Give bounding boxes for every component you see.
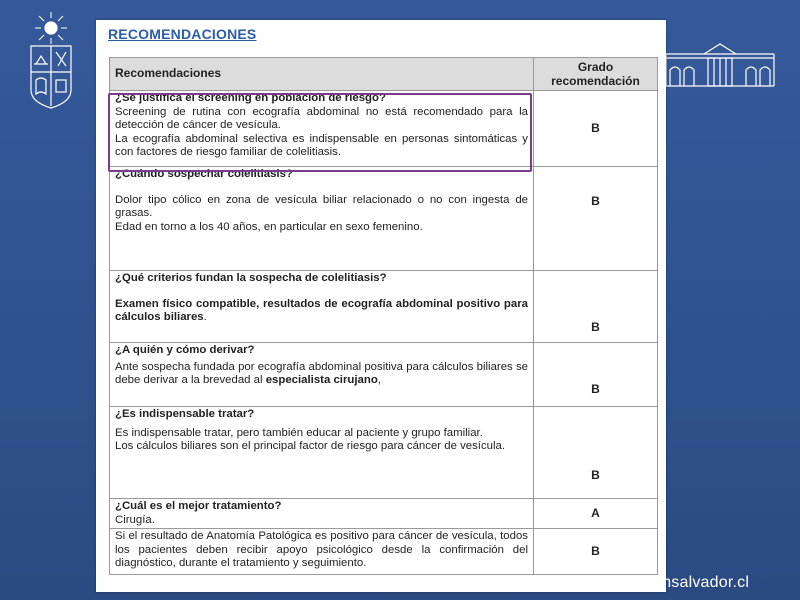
answer-tail: . xyxy=(203,311,207,323)
answer-text xyxy=(115,298,528,325)
table-row xyxy=(110,167,658,271)
answer-bold-text: Examen físico compatible, resultados de ecografía abdominal positivo para cálculos biliares xyxy=(115,297,528,323)
header-grado-line1: Grado xyxy=(577,60,614,74)
header-grado xyxy=(534,58,658,91)
answer-text: Es indispensable tratar, pero también educar al paciente y grupo familiar. xyxy=(115,426,483,439)
answer-text: La ecografía abdominal selectiva es indispensable en personas sintomáticas y con factores de riesgo familiar de colelitiasis. xyxy=(115,132,528,158)
recommendation-cell xyxy=(110,91,534,167)
recommendation-cell xyxy=(110,343,534,407)
university-crest-icon xyxy=(26,10,76,110)
recommendation-cell xyxy=(110,167,534,271)
table-row xyxy=(110,343,658,407)
recommendation-cell xyxy=(110,499,534,529)
answer-text: Los cálculos biliares son el principal factor de riesgo para cáncer de vesícula. xyxy=(115,440,506,452)
answer-bold-text: especialista cirujano xyxy=(265,374,378,386)
answer-text: Cirugía. xyxy=(115,513,155,526)
recommendations-table xyxy=(109,57,658,575)
grade-cell xyxy=(534,167,658,271)
question: ¿Qué criterios fundan la sospecha de colelitiasis? xyxy=(115,272,387,284)
table-row xyxy=(110,499,658,529)
answer-text: Edad en torno a los 40 años, en particular en sexo femenino. xyxy=(115,220,423,233)
answer-text: Screening de rutina con ecografía abdominal no está recomendado para la detección de cáncer de vesícula. xyxy=(115,105,528,131)
answer-tail: , xyxy=(377,374,381,386)
table-row xyxy=(110,529,658,575)
building-icon xyxy=(664,40,776,88)
question: ¿Es indispensable tratar? xyxy=(115,408,255,420)
question: ¿A quién y cómo derivar? xyxy=(115,344,255,356)
document-page xyxy=(96,20,666,592)
answer-text xyxy=(115,361,528,388)
table-row xyxy=(110,407,658,499)
header-grado-line2: recomendación xyxy=(551,74,640,88)
header-recomendaciones: Recomendaciones xyxy=(110,58,534,91)
grade-cell xyxy=(534,343,658,407)
question: ¿Cuál es el mejor tratamiento? xyxy=(115,500,282,512)
grade-cell: B xyxy=(534,91,658,167)
answer-text: Dolor tipo cólico en zona de vesícula biliar relacionado o no con ingesta de grasas. xyxy=(115,193,528,219)
grade-cell xyxy=(534,271,658,343)
document-title: RECOMENDACIONES xyxy=(108,26,257,42)
grade-cell: A xyxy=(534,499,658,529)
grade-cell: B xyxy=(534,529,658,575)
answer-plain-text: Ante sospecha fundada por ecografía abdominal positiva para cálculos biliares se debe derivar a la brevedad al xyxy=(115,360,528,386)
recommendation-cell xyxy=(110,271,534,343)
recommendation-cell xyxy=(110,407,534,499)
question: ¿Se justifica el screening en población de riesgo? xyxy=(115,92,386,104)
question: ¿Cuándo sospechar colelitiasis? xyxy=(115,168,293,180)
grade-value: B xyxy=(591,381,600,396)
answer-text: Si el resultado de Anatomía Patológica es positivo para cáncer de vesícula, todos los pacientes deben recibir apoyo psicológico desde la confirmación del diagnóstico, durante el tratamiento y seguimiento. xyxy=(115,530,528,569)
grade-cell xyxy=(534,407,658,499)
table-row xyxy=(110,91,658,167)
recommendation-cell xyxy=(110,529,534,575)
grade-value: B xyxy=(591,467,600,482)
table-row xyxy=(110,271,658,343)
grade-value: B xyxy=(591,194,600,208)
grade-value: B xyxy=(591,319,600,334)
site-url: gahsalvador.cl xyxy=(644,574,750,591)
table-header-row xyxy=(110,58,658,91)
